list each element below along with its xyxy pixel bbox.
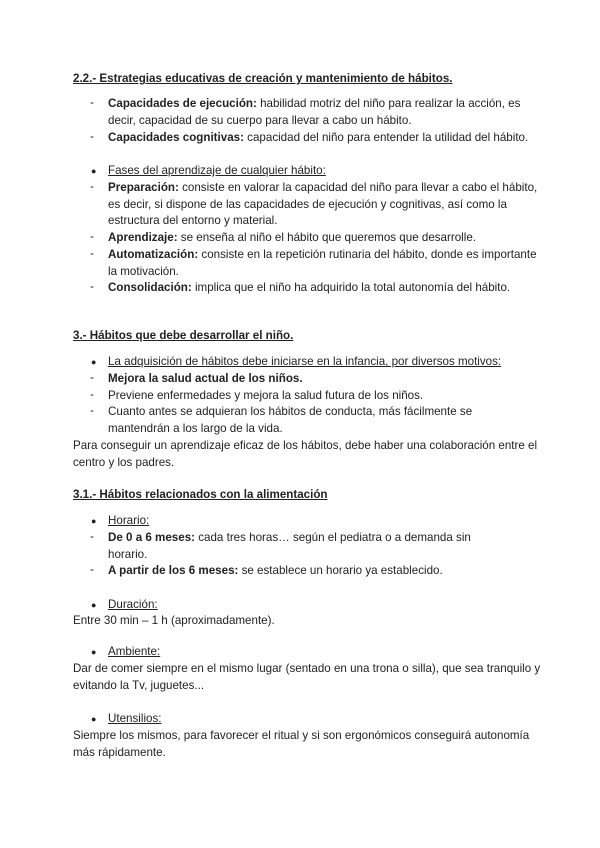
list-item: [108, 180, 538, 230]
dash-marker: -: [90, 371, 94, 384]
paragraph: Entre 30 min – 1 h (aproximadamente).: [73, 614, 275, 627]
dash-marker: -: [90, 404, 94, 417]
item-term: Automatización:: [108, 248, 199, 261]
item-term: Consolidación:: [108, 281, 192, 294]
subheading-utensilios: Utensilios:: [108, 712, 162, 725]
dash-marker: -: [90, 230, 94, 243]
section-heading-3-1: 3.1.- Hábitos relacionados con la alimentación: [73, 488, 328, 501]
section-heading-3: 3.- Hábitos que debe desarrollar el niño.: [73, 329, 294, 342]
item-text: consiste en la repetición rutinaria del hábito, donde es importante la motivación.: [108, 248, 537, 278]
bullet-marker: ●: [91, 714, 97, 724]
item-text: implica que el niño ha adquirido la total autonomía del hábito.: [191, 281, 511, 294]
list-item: [108, 230, 538, 247]
item-text: se enseña al niño el hábito que queremos que desarrolle.: [177, 231, 476, 244]
section-heading-2-2: 2.2.- Estrategias educativas de creación y mantenimiento de hábitos.: [73, 72, 453, 85]
item-text: habilidad motriz del niño para realizar la acción, es decir, capacidad de su cuerpo para llevar a cabo un hábito.: [108, 97, 521, 127]
dash-marker: -: [90, 563, 94, 576]
list-item: [108, 280, 538, 297]
bullet-marker: ●: [91, 647, 97, 657]
bullet-text: La adquisición de hábitos debe iniciarse en la infancia, por diversos motivos:: [108, 355, 502, 368]
subheading-duracion: Duración:: [108, 598, 158, 611]
dash-marker: -: [90, 280, 94, 293]
phases-heading: Fases del aprendizaje de cualquier hábito:: [108, 164, 326, 177]
list-item: [108, 247, 538, 280]
list-item: Mejora la salud actual de los niños.: [108, 372, 303, 385]
list-item: Cuanto antes se adquieran los hábitos de conducta, más fácilmente se mantendrán a los largo de la vida.: [108, 405, 473, 435]
item-text: cada tres horas… según el pediatra o a demanda sin horario.: [108, 531, 471, 561]
list-item: [108, 530, 508, 563]
dash-marker: -: [90, 530, 94, 543]
dash-marker: -: [90, 247, 94, 260]
item-term: De 0 a 6 meses:: [108, 531, 196, 544]
item-term: Capacidades de ejecución:: [108, 97, 257, 110]
bullet-marker: ●: [91, 357, 97, 367]
subheading-horario: Horario:: [108, 514, 150, 527]
item-term: A partir de los 6 meses:: [108, 564, 239, 577]
bullet-marker: ●: [91, 516, 97, 526]
item-term: Capacidades cognitivas:: [108, 131, 244, 144]
list-item: Previene enfermedades y mejora la salud futura de los niños.: [108, 389, 424, 402]
dash-marker: -: [90, 388, 94, 401]
item-term: Preparación:: [108, 181, 179, 194]
item-text: se establece un horario ya establecido.: [238, 564, 443, 577]
list-item: [108, 96, 538, 129]
subheading-ambiente: Ambiente:: [108, 645, 161, 658]
paragraph: Para conseguir un aprendizaje eficaz de los hábitos, debe haber una colaboración entre el centro y los padres.: [73, 439, 538, 469]
dash-marker: -: [90, 96, 94, 109]
dash-marker: -: [90, 130, 94, 143]
item-text: consiste en valorar la capacidad del niño para llevar a cabo el hábito, es decir, si dispone de las capacidades de ejecución y cognitivas, así como la estructura del entorno y material.: [108, 181, 538, 228]
paragraph: Siempre los mismos, para favorecer el ritual y si son ergonómicos conseguirá autonomía más rápidamente.: [73, 729, 530, 759]
paragraph: Dar de comer siempre en el mismo lugar (sentado en una trona o silla), que sea tranquilo y evitando la Tv, juguetes...: [73, 662, 541, 692]
dash-marker: -: [90, 180, 94, 193]
list-item: [108, 130, 538, 147]
bullet-marker: ●: [91, 166, 97, 176]
item-text: capacidad del niño para entender la utilidad del hábito.: [243, 131, 529, 144]
item-term: Aprendizaje:: [108, 231, 178, 244]
bullet-marker: ●: [91, 600, 97, 610]
list-item: [108, 563, 538, 580]
